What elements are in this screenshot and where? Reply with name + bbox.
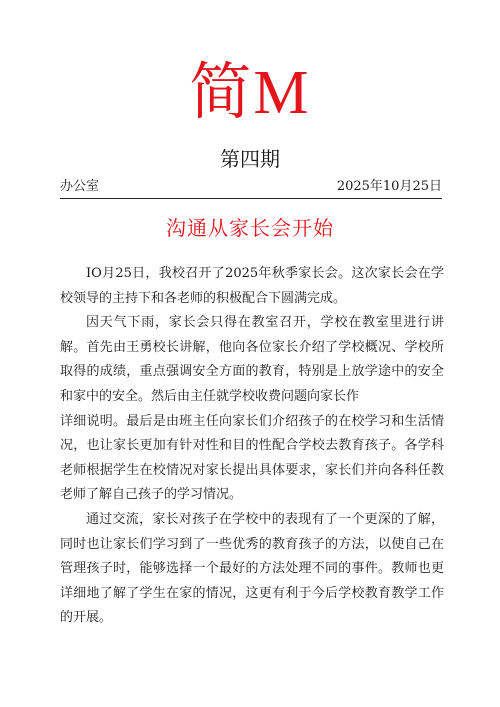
article-headline: 沟通从家长会开始 — [166, 216, 334, 240]
meta-row — [60, 178, 442, 199]
article-paragraph-1: IO月25日，我校召开了2025年秋季家长会。这次家长会在学校领导的主持下和各老师的积极配合下圆满完成。 — [60, 266, 444, 306]
masthead-title: 简M — [189, 59, 311, 127]
department-label: 办公室 — [60, 179, 100, 194]
article-paragraph-3: 详细说明。最后是由班主任向家长们介绍孩子的在校学习和生活情况，也让家长更加有针对性和目的性配合学校去教育孩子。各学科老师根据学生在校情况对家长提出具体要求，家长们并向各科任教老师了解自己孩子的学习情况。 — [60, 413, 444, 503]
article-body — [60, 262, 444, 631]
article-paragraph-4: 通过交流，家长对孩子在学校中的表现有了一个更深的了解，同时也让家长们学习到了一些优秀的教育孩子的方法，以使自己在管理孩子时，能够选择一个最好的方法处理不同的事件。教师也更详细地了解了学生在家的情况，这更有利于今后学校教育教学工作的开展。 — [60, 511, 444, 626]
article-paragraph-2: 因天气下雨，家长会只得在教室召开，学校在教室里进行讲解。首先由王勇校长讲解，他向各位家长介绍了学校概况、学校所取得的成绩，重点强调安全方面的教育，特别是上放学途中的安全和家中的安全。然后由主任就学校收费问题向家长作 — [60, 315, 444, 404]
issue-number: 第四期 — [220, 147, 280, 171]
issue-date: 2025年10月25日 — [336, 179, 442, 194]
